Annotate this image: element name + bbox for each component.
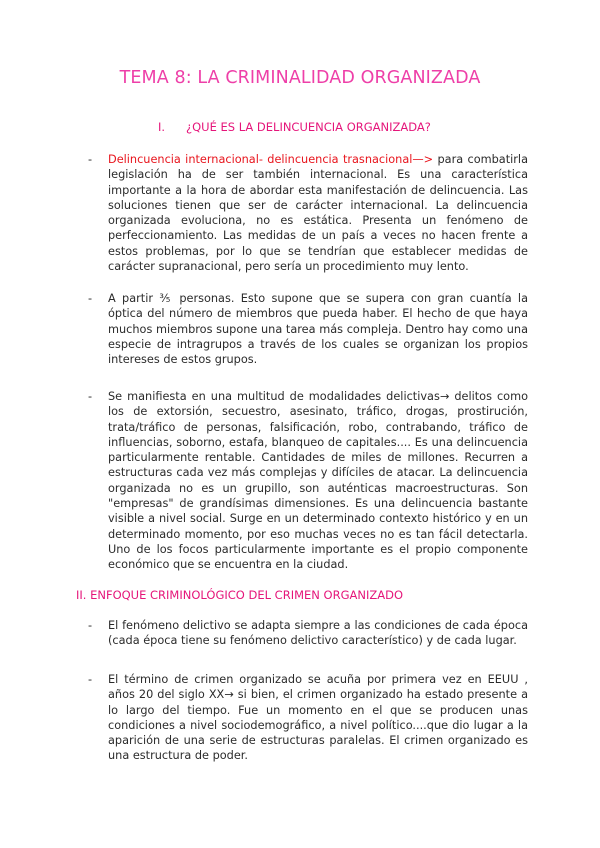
section-2-heading: II. ENFOQUE CRIMINOLÓGICO DEL CRIMEN ORGANIZADO — [76, 588, 403, 602]
bullet-dash: - — [88, 673, 93, 686]
section-1-number: I. — [158, 120, 166, 134]
list-item — [88, 672, 528, 764]
list-item-text: A partir ⅗ personas. Esto supone que se supera con gran cuantía la óptica del número de miembros que pueda haber. El hecho de que haya muchos miembros supone una tarea más compleja. Dentro hay como una especie de intragrupos a través de los cuales se organizan los propios intereses de estos grupos. — [108, 292, 528, 367]
list-item — [88, 389, 528, 573]
bullet-dash: - — [88, 292, 93, 305]
list-item — [88, 152, 528, 274]
list-item-text: El término de crimen organizado se acuña por primera vez en EEUU , años 20 del siglo XX→ si bien, el crimen organizado ha estado presente a lo largo del tiempo. Fue un momento en el que se producen unas condiciones a nivel sociodemográfico, a nivel político....que dio lugar a la aparición de una serie de estructuras paralelas. El crimen organizado es una estructura de poder. — [108, 673, 528, 763]
document-title: TEMA 8: LA CRIMINALIDAD ORGANIZADA — [119, 68, 481, 88]
bullet-dash: - — [88, 619, 93, 632]
bullet-dash: - — [88, 390, 93, 403]
section-1-heading — [158, 120, 431, 134]
list-item-text: para combatirla legislación ha de ser también internacional. Es una característica importante a la hora de abordar esta manifestación de delincuencia. Las soluciones tienen que ser de carácter internacional. La delincuencia organizada evoluciona, no es estática. Presenta un fenómeno de perfeccionamiento. Las medidas de un país a veces no hacen frente a estos problemas, por lo que se tendrían que establecer medidas de carácter supranacional, pero sería un procedimiento muy lento. — [108, 153, 528, 274]
list-item-body — [108, 152, 528, 274]
highlighted-term: Delincuencia internacional- delincuencia trasnacional—> — [108, 153, 434, 166]
list-item — [88, 291, 528, 367]
bullet-dash: - — [88, 153, 93, 166]
list-item-text: Se manifiesta en una multitud de modalidades delictivas→ delitos como los de extorsión, secuestro, asesinato, tráfico, drogas, prostirución, trata/tráfico de personas, falsificación, robo, contrabando, tráfico de influencias, soborno, estafa, blanqueo de capitales.... Es una delincuencia particularmente rentable. Cantidades de miles de millones. Recurren a estructuras cada vez más complejas y difíciles de atacar. La delincuencia organizada no es un grupillo, son auténticas macroestructuras. Son "empresas" de grandísimas dimensiones. Es una delincuencia bastante visible a nivel social. Surge en un determinado contexto histórico y en un determinado momento, por eso muchas veces no es tan fácil detectarla. Uno de los focos particularmente importante es el propio componente económico que se encuentra en la ciudad. — [108, 390, 528, 572]
section-1-title: ¿QUÉ ES LA DELINCUENCIA ORGANIZADA? — [186, 120, 431, 134]
list-item — [88, 618, 528, 649]
list-item-text: El fenómeno delictivo se adapta siempre a las condiciones de cada época (cada época tiene su fenómeno delictivo característico) y de cada lugar. — [108, 619, 528, 648]
